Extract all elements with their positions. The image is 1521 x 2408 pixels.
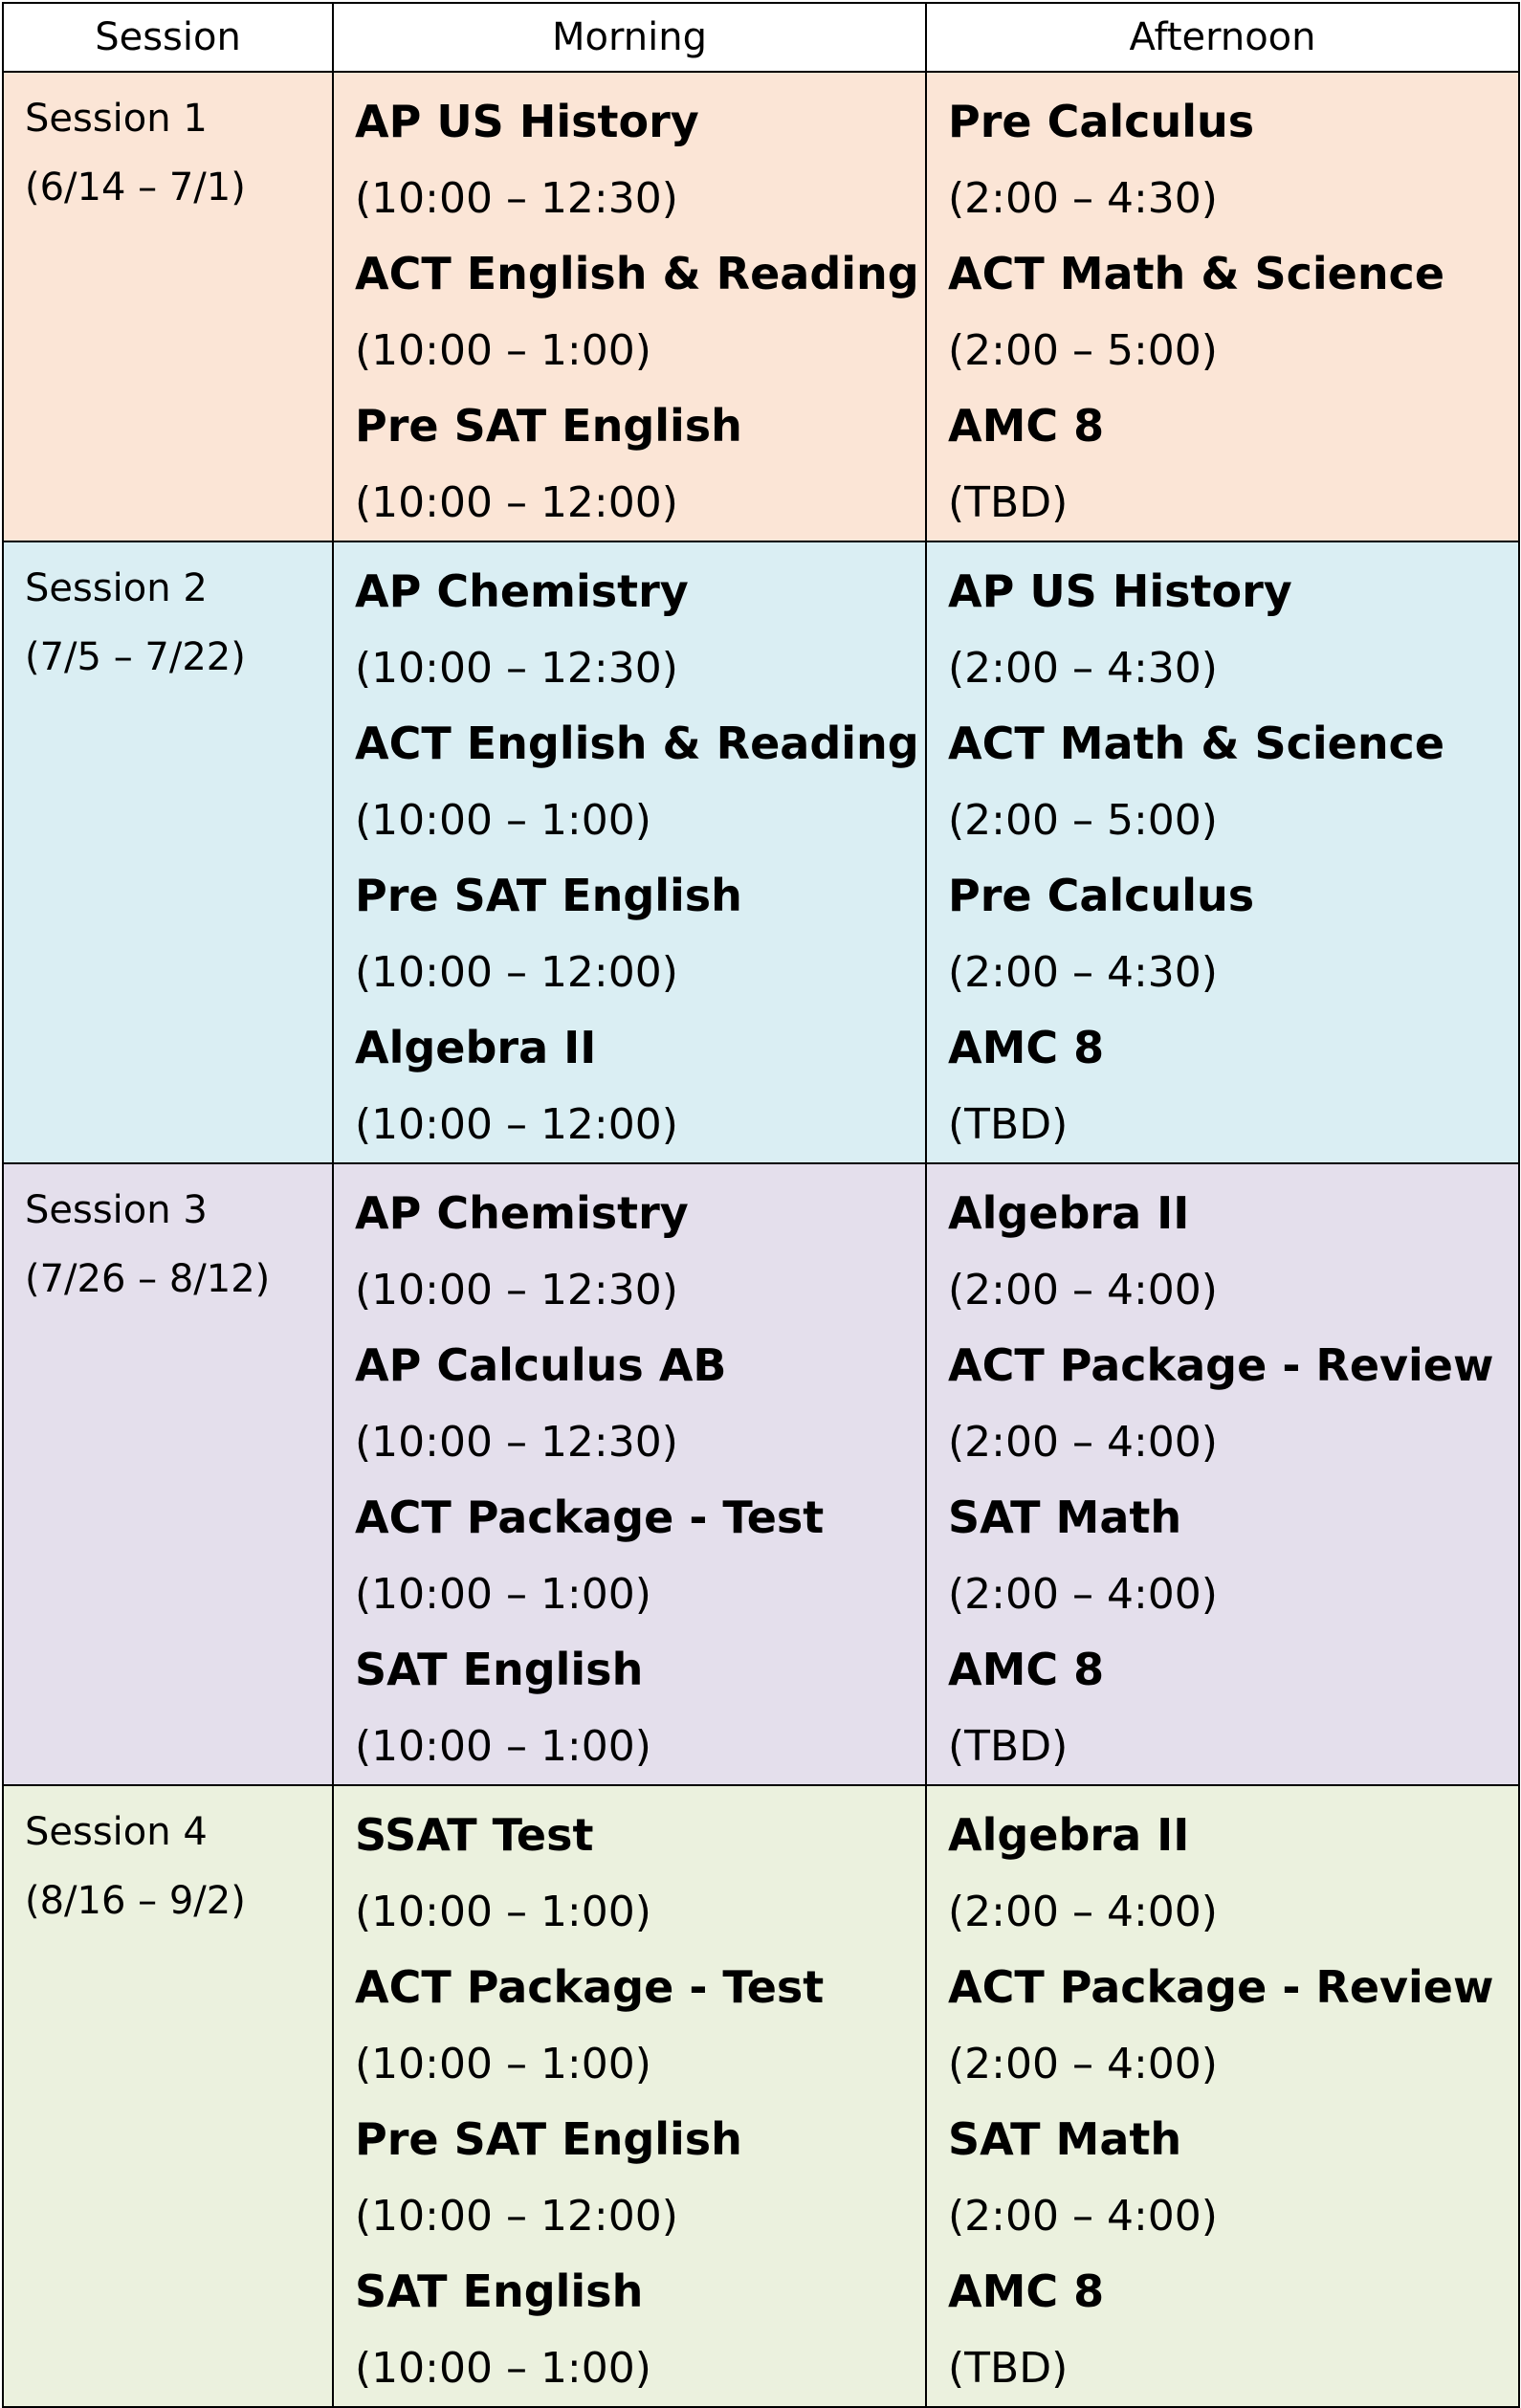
course-time: (10:00 – 12:30) bbox=[355, 173, 678, 223]
course-time: (10:00 – 12:30) bbox=[355, 1265, 678, 1314]
course-name: SAT English bbox=[355, 1644, 644, 1695]
session-row bbox=[3, 541, 1519, 1163]
course-name: AMC 8 bbox=[948, 1022, 1105, 1073]
morning-cell bbox=[333, 1163, 926, 1785]
session-cell bbox=[3, 1163, 333, 1785]
course-time: (2:00 – 4:30) bbox=[948, 643, 1218, 693]
course-name: AMC 8 bbox=[948, 400, 1105, 452]
course-time: (2:00 – 4:30) bbox=[948, 173, 1218, 223]
morning-cell bbox=[333, 72, 926, 541]
afternoon-cell bbox=[926, 72, 1519, 541]
course-time: (10:00 – 1:00) bbox=[355, 325, 651, 375]
course-item bbox=[355, 1798, 925, 1950]
course-time: (10:00 – 12:00) bbox=[355, 2191, 678, 2241]
course-time: (TBD) bbox=[948, 477, 1069, 527]
session-dates: (6/14 – 7/1) bbox=[25, 166, 246, 210]
course-name: SAT Math bbox=[948, 1491, 1182, 1543]
course-item bbox=[948, 706, 1518, 858]
course-name: AP Chemistry bbox=[355, 1187, 689, 1239]
course-name: Algebra II bbox=[355, 1022, 597, 1073]
course-name: ACT Math & Science bbox=[948, 718, 1445, 769]
course-item bbox=[355, 1480, 925, 1632]
course-item bbox=[355, 84, 925, 236]
afternoon-cell bbox=[926, 1785, 1519, 2407]
course-item bbox=[948, 388, 1518, 541]
course-time: (2:00 – 4:00) bbox=[948, 1569, 1218, 1619]
course-name: ACT Package - Test bbox=[355, 1961, 825, 2013]
course-item bbox=[948, 1798, 1518, 1950]
course-time: (2:00 – 5:00) bbox=[948, 795, 1218, 845]
course-time: (10:00 – 1:00) bbox=[355, 1721, 651, 1771]
course-time: (10:00 – 12:00) bbox=[355, 947, 678, 997]
header-row bbox=[3, 3, 1519, 72]
course-item bbox=[948, 1010, 1518, 1162]
session-name: Session 2 bbox=[25, 566, 208, 610]
course-item bbox=[355, 1328, 925, 1480]
course-name: ACT Math & Science bbox=[948, 248, 1445, 299]
course-name: SSAT Test bbox=[355, 1809, 594, 1861]
course-time: (10:00 – 1:00) bbox=[355, 2039, 651, 2088]
afternoon-cell bbox=[926, 541, 1519, 1163]
course-item bbox=[948, 84, 1518, 236]
course-item bbox=[948, 1328, 1518, 1480]
course-name: ACT Package - Review bbox=[948, 1339, 1494, 1391]
course-name: ACT Package - Test bbox=[355, 1491, 825, 1543]
schedule-body bbox=[3, 72, 1519, 2407]
course-time: (TBD) bbox=[948, 1099, 1069, 1149]
course-item bbox=[355, 858, 925, 1010]
course-item bbox=[948, 1950, 1518, 2102]
course-name: AP Chemistry bbox=[355, 565, 689, 617]
course-time: (10:00 – 1:00) bbox=[355, 1569, 651, 1619]
course-time: (10:00 – 1:00) bbox=[355, 2343, 651, 2393]
course-item bbox=[948, 1480, 1518, 1632]
course-item bbox=[355, 2254, 925, 2406]
session-cell bbox=[3, 72, 333, 541]
course-name: Pre SAT English bbox=[355, 2113, 742, 2165]
course-time: (10:00 – 1:00) bbox=[355, 795, 651, 845]
course-time: (2:00 – 5:00) bbox=[948, 325, 1218, 375]
course-item bbox=[948, 858, 1518, 1010]
course-item bbox=[948, 2254, 1518, 2406]
course-item bbox=[948, 2102, 1518, 2254]
course-item bbox=[355, 388, 925, 541]
course-item bbox=[355, 1010, 925, 1162]
course-time: (2:00 – 4:30) bbox=[948, 947, 1218, 997]
header-afternoon: Afternoon bbox=[926, 3, 1519, 72]
course-item bbox=[355, 706, 925, 858]
afternoon-cell bbox=[926, 1163, 1519, 1785]
course-item bbox=[948, 1632, 1518, 1784]
course-item bbox=[355, 236, 925, 388]
course-item bbox=[948, 554, 1518, 706]
session-name: Session 4 bbox=[25, 1810, 208, 1854]
course-time: (2:00 – 4:00) bbox=[948, 1887, 1218, 1936]
course-time: (2:00 – 4:00) bbox=[948, 1417, 1218, 1467]
course-time: (TBD) bbox=[948, 1721, 1069, 1771]
course-item bbox=[355, 2102, 925, 2254]
morning-cell bbox=[333, 1785, 926, 2407]
course-item bbox=[355, 554, 925, 706]
header-session: Session bbox=[3, 3, 333, 72]
session-cell bbox=[3, 541, 333, 1163]
session-name: Session 1 bbox=[25, 97, 208, 141]
course-name: AMC 8 bbox=[948, 1644, 1105, 1695]
course-item bbox=[948, 236, 1518, 388]
course-name: Algebra II bbox=[948, 1809, 1190, 1861]
course-name: Pre Calculus bbox=[948, 870, 1255, 921]
course-name: AP Calculus AB bbox=[355, 1339, 727, 1391]
course-name: Pre SAT English bbox=[355, 400, 742, 452]
header-morning: Morning bbox=[333, 3, 926, 72]
session-row bbox=[3, 72, 1519, 541]
course-name: AP US History bbox=[948, 565, 1292, 617]
session-name: Session 3 bbox=[25, 1188, 208, 1232]
schedule-table bbox=[2, 2, 1520, 2408]
session-row bbox=[3, 1163, 1519, 1785]
course-time: (2:00 – 4:00) bbox=[948, 2039, 1218, 2088]
course-name: Pre SAT English bbox=[355, 870, 742, 921]
morning-cell bbox=[333, 541, 926, 1163]
course-item bbox=[355, 1632, 925, 1784]
course-name: ACT English & Reading bbox=[355, 248, 919, 299]
course-time: (10:00 – 12:30) bbox=[355, 1417, 678, 1467]
course-name: SAT English bbox=[355, 2265, 644, 2317]
course-time: (10:00 – 12:00) bbox=[355, 477, 678, 527]
course-time: (TBD) bbox=[948, 2343, 1069, 2393]
course-item bbox=[948, 1176, 1518, 1328]
course-time: (10:00 – 1:00) bbox=[355, 1887, 651, 1936]
course-name: ACT English & Reading bbox=[355, 718, 919, 769]
course-name: SAT Math bbox=[948, 2113, 1182, 2165]
course-name: AMC 8 bbox=[948, 2265, 1105, 2317]
schedule-header bbox=[3, 3, 1519, 72]
course-time: (10:00 – 12:00) bbox=[355, 1099, 678, 1149]
course-time: (2:00 – 4:00) bbox=[948, 1265, 1218, 1314]
session-cell bbox=[3, 1785, 333, 2407]
session-row bbox=[3, 1785, 1519, 2407]
course-name: ACT Package - Review bbox=[948, 1961, 1494, 2013]
course-name: Algebra II bbox=[948, 1187, 1190, 1239]
course-name: Pre Calculus bbox=[948, 96, 1255, 147]
course-time: (10:00 – 12:30) bbox=[355, 643, 678, 693]
course-item bbox=[355, 1950, 925, 2102]
session-dates: (7/26 – 8/12) bbox=[25, 1257, 271, 1301]
course-name: AP US History bbox=[355, 96, 699, 147]
session-dates: (7/5 – 7/22) bbox=[25, 635, 246, 679]
course-time: (2:00 – 4:00) bbox=[948, 2191, 1218, 2241]
course-item bbox=[355, 1176, 925, 1328]
session-dates: (8/16 – 9/2) bbox=[25, 1879, 246, 1923]
